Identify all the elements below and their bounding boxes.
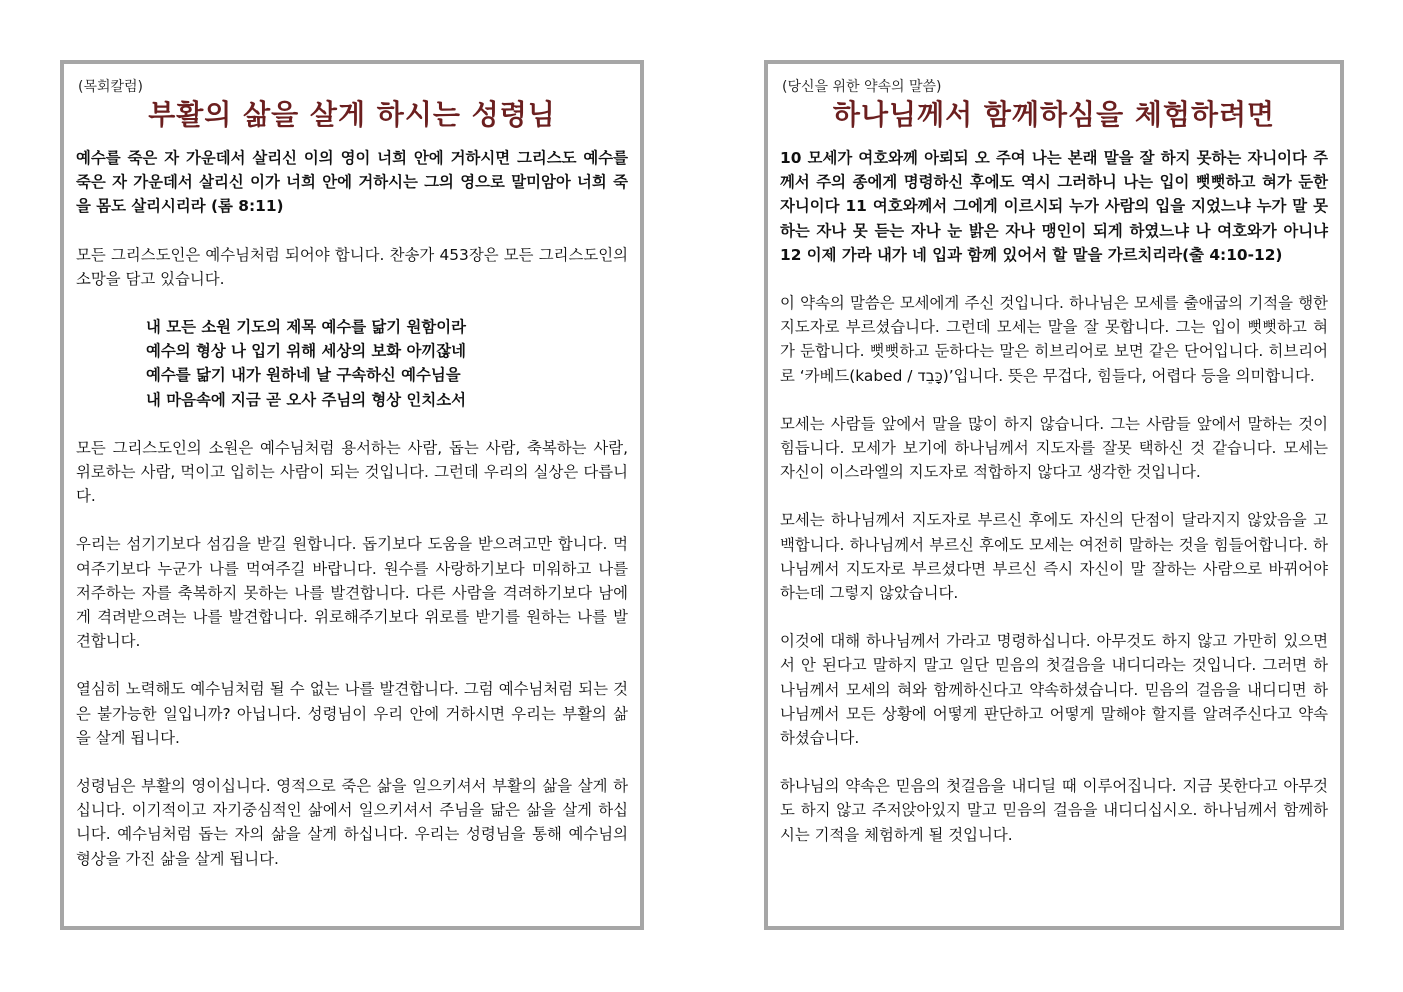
right-paragraph-1: 이 약속의 말씀은 모세에게 주신 것입니다. 하나님은 모세를 출애굽의 기적을 행한 지도자로 부르셨습니다. 그런데 모세는 말을 잘 못합니다. 그는 입이 뻣뻣하고 혀가 둔합니다. 뻣뻣하고 둔하다는 말은 히브리어로 보면 같은 단어입니다. 히브리어로 ‘카베드(kabed / כָּבֵד)’입니다. 뜻은 무겁다, 힘들다, 어렵다 등을 의미합니다. — [780, 294, 1328, 385]
hymn-line-3: 예수를 닮기 내가 원하네 날 구속하신 예수님을 — [146, 366, 461, 385]
left-scripture-verse: 예수를 죽은 자 가운데서 살리신 이의 영이 너희 안에 거하시면 그리스도 예수를 죽은 자 가운데서 살리신 이가 너희 안에 거하시는 그의 영으로 말미암아 너희 죽을 몸도 살리시리라 (롬 8:11) — [76, 149, 628, 216]
hymn-lyrics — [146, 315, 628, 412]
right-paragraph-4: 이것에 대해 하나님께서 가라고 명령하십니다. 아무것도 하지 않고 가만히 있으면서 안 된다고 말하지 말고 일단 믿음의 첫걸음을 내디디라는 것입니다. 그러면 하나님께서 모세의 혀와 함께하신다고 약속하셨습니다. 믿음의 걸음을 내디디면 하나님께서 모든 상황에 어떻게 판단하고 어떻게 말해야 할지를 알려주신다고 약속하셨습니다. — [780, 632, 1328, 748]
left-paragraph-1: 모든 그리스도인은 예수님처럼 되어야 합니다. 찬송가 453장은 모든 그리스도인의 소망을 담고 있습니다. — [76, 245, 628, 288]
right-scripture-verse: 10 모세가 여호와께 아뢰되 오 주여 나는 본래 말을 잘 하지 못하는 자니이다 주께서 주의 종에게 명령하신 후에도 역시 그러하니 나는 입이 뻣뻣하고 혀가 둔한 자니이다 11 여호와께서 그에게 이르시되 누가 사람의 입을 지었느냐 누가 말 못 하는 자나 못 듣는 자나 눈 밝은 자나 맹인이 되게 하였느냐 나 여호와가 아니냐 12 이제 가라 내가 네 입과 함께 있어서 할 말을 가르치리라(출 4:10-12) — [780, 149, 1328, 264]
left-paragraph-2: 모든 그리스도인의 소원은 예수님처럼 용서하는 사람, 돕는 사람, 축복하는 사람, 위로하는 사람, 먹이고 입히는 사람이 되는 것입니다. 그런데 우리의 실상은 다릅니다. — [76, 438, 628, 506]
left-paragraph-3: 우리는 섬기기보다 섬김을 받길 원합니다. 돕기보다 도움을 받으려고만 합니다. 먹여주기보다 누군가 나를 먹여주길 바랍니다. 원수를 사랑하기보다 미워하고 나를 저주하는 자를 축복하지 못하는 나를 발견합니다. 다른 사람을 격려하기보다 남에게 격려받으려는 나를 발견합니다. 위로해주기보다 위로를 받기를 원하는 나를 발견합니다. — [76, 535, 628, 651]
right-paragraph-2: 모세는 사람들 앞에서 말을 많이 하지 않습니다. 그는 사람들 앞에서 말하는 것이 힘듭니다. 모세가 보기에 하나님께서 지도자를 잘못 택하신 것 같습니다. 모세는 자신이 이스라엘의 지도자로 적합하지 않다고 생각한 것입니다. — [780, 414, 1328, 482]
right-section-label: (당신을 위한 약속의 말씀) — [782, 79, 942, 95]
right-column-panel — [764, 60, 1344, 930]
right-title: 하나님께서 함께하심을 체험하려면 — [832, 98, 1276, 131]
left-column-panel — [60, 60, 644, 930]
left-title: 부활의 삶을 살게 하시는 성령님 — [148, 98, 556, 131]
hymn-line-1: 내 모든 소원 기도의 제목 예수를 닮기 원함이라 — [146, 318, 466, 337]
right-paragraph-5: 하나님의 약속은 믿음의 첫걸음을 내디딜 때 이루어집니다. 지금 못한다고 아무것도 하지 않고 주저앉아있지 말고 믿음의 걸음을 내디디십시오. 하나님께서 함께하시는 기적을 체험하게 될 것입니다. — [780, 777, 1328, 844]
left-paragraph-5: 성령님은 부활의 영이십니다. 영적으로 죽은 삶을 일으키셔서 부활의 삶을 살게 하십니다. 이기적이고 자기중심적인 삶에서 일으키셔서 주님을 닮은 삶을 살게 하십니다. 예수님처럼 돕는 자의 삶을 살게 하십니다. 우리는 성령님을 통해 예수님의 형상을 가진 삶을 살게 됩니다. — [76, 777, 628, 868]
right-paragraph-3: 모세는 하나님께서 지도자로 부르신 후에도 자신의 단점이 달라지지 않았음을 고백합니다. 하나님께서 부르신 후에도 모세는 여전히 말하는 것을 힘들어합니다. 하나님께서 지도자로 부르셨다면 부르신 즉시 자신이 말 잘하는 사람으로 바뀌어야 하는데 그렇지 않았습니다. — [780, 511, 1328, 603]
left-section-label: (목회칼럼) — [78, 79, 144, 95]
hymn-line-2: 예수의 형상 나 입기 위해 세상의 보화 아끼잖네 — [146, 342, 466, 361]
hymn-line-4: 내 마음속에 지금 곧 오사 주님의 형상 인치소서 — [146, 390, 466, 409]
left-paragraph-4: 열심히 노력해도 예수님처럼 될 수 없는 나를 발견합니다. 그럼 예수님처럼 되는 것은 불가능한 일입니까? 아닙니다. 성령님이 우리 안에 거하시면 우리는 부활의 삶을 살게 됩니다. — [76, 680, 628, 747]
